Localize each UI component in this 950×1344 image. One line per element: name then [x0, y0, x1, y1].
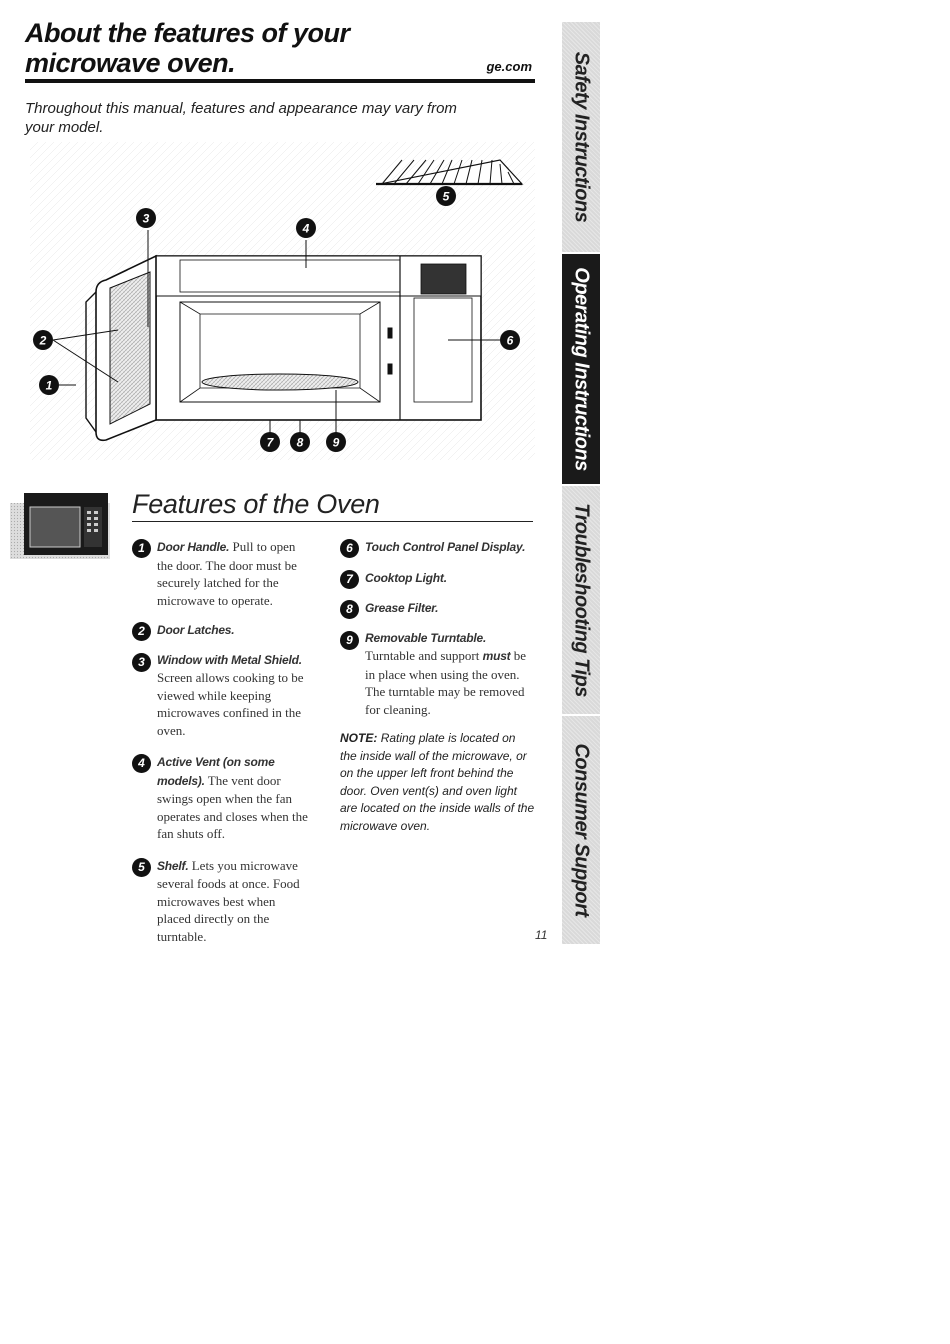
callout-1 [39, 375, 59, 395]
section-title: Features of the Oven [132, 489, 380, 519]
feature-item-8 [340, 599, 535, 618]
tab-label: Safety Instructions [570, 51, 593, 223]
callout-5 [436, 186, 456, 206]
callout-6 [500, 330, 520, 350]
oven-body [156, 256, 481, 420]
feature-number: 9 [340, 631, 359, 650]
svg-text:4: 4 [302, 221, 310, 236]
feature-number: 5 [132, 858, 151, 877]
feature-item-1 [132, 538, 312, 609]
microwave-diagram [30, 142, 535, 460]
feature-text: Pull to open the door. The door must be securely latched for the microwave to operate. [157, 539, 297, 608]
feature-item-9 [340, 630, 535, 719]
title-rule [25, 79, 535, 83]
microwave-thumbnail-icon [10, 493, 110, 565]
tab-label: Operating Instructions [570, 267, 593, 471]
feature-label: Removable Turntable. [365, 630, 487, 645]
feature-number: 3 [132, 653, 151, 672]
side-tab-bar [562, 22, 600, 944]
page-title [25, 18, 535, 78]
page-number: 11 [535, 928, 548, 942]
callout-9 [326, 432, 346, 452]
feature-item-7 [340, 569, 535, 588]
callout-2 [33, 330, 53, 350]
callout-7 [260, 432, 280, 452]
feature-number: 7 [340, 570, 359, 589]
svg-text:9: 9 [332, 435, 340, 450]
svg-text:6: 6 [506, 333, 514, 348]
features-left-column [132, 538, 312, 957]
tab-safety-instructions[interactable] [562, 22, 600, 252]
feature-number: 6 [340, 539, 359, 558]
feature-item-4 [132, 753, 312, 843]
callout-8 [290, 432, 310, 452]
feature-label: Grease Filter. [365, 601, 439, 615]
callout-4 [296, 218, 316, 238]
feature-number: 8 [340, 600, 359, 619]
feature-label: Cooktop Light. [365, 570, 447, 585]
section-rule [132, 521, 533, 522]
tab-consumer-support[interactable] [562, 716, 600, 944]
site-link[interactable]: ge.com [486, 59, 532, 74]
feature-text: Lets you microwave several foods at once. Food microwaves best when placed directly on the turntable. [157, 857, 300, 944]
note-text: Rating plate is located on the inside wall of the microwave, or on the upper left front behind the door. Oven vent(s) and oven light are located on the inside walls of the microwave oven. [340, 731, 535, 833]
feature-text-emphasis: must [482, 649, 511, 663]
note-label: NOTE: [340, 731, 378, 745]
callout-3 [136, 208, 156, 228]
feature-number: 4 [132, 754, 151, 773]
feature-label: Door Handle. [157, 540, 230, 554]
tab-operating-instructions[interactable] [562, 254, 600, 484]
feature-label: Door Latches. [157, 623, 235, 637]
tab-label: Consumer Support [570, 743, 593, 917]
svg-text:3: 3 [142, 211, 150, 226]
features-right-column [340, 538, 535, 835]
tab-troubleshooting-tips[interactable] [562, 486, 600, 714]
feature-number: 1 [132, 539, 151, 558]
tab-label: Troubleshooting Tips [570, 503, 593, 697]
feature-text: The vent door swings open when the fan operates and closes when the fan shuts off. [157, 772, 308, 841]
feature-label: Touch Control Panel Display. [365, 540, 526, 554]
feature-item-3 [132, 652, 312, 740]
feature-item-2 [132, 621, 312, 640]
feature-label: Shelf. [157, 858, 189, 873]
feature-text-post: be in place when using the oven. The turntable may be removed for cleaning. [365, 648, 527, 717]
feature-label: Active Vent (on some models). [157, 755, 275, 788]
svg-text:7: 7 [266, 435, 274, 450]
rating-plate-note [340, 730, 535, 835]
svg-text:2: 2 [39, 333, 47, 348]
feature-text-pre: Turntable and support [365, 648, 480, 663]
feature-number: 2 [132, 622, 151, 641]
feature-item-5 [132, 857, 312, 946]
svg-text:8: 8 [296, 435, 304, 450]
title-line-2: microwave oven. [25, 48, 236, 78]
feature-label: Window with Metal Shield. [157, 652, 302, 667]
feature-item-6 [340, 538, 535, 557]
title-line-1: About the features of your [25, 18, 350, 48]
svg-text:1: 1 [45, 378, 53, 393]
svg-text:5: 5 [442, 189, 450, 204]
feature-text: Screen allows cooking to be viewed while keeping microwaves confined in the oven. [157, 670, 304, 738]
intro-text: Throughout this manual, features and appearance may vary from your model. [25, 100, 457, 136]
